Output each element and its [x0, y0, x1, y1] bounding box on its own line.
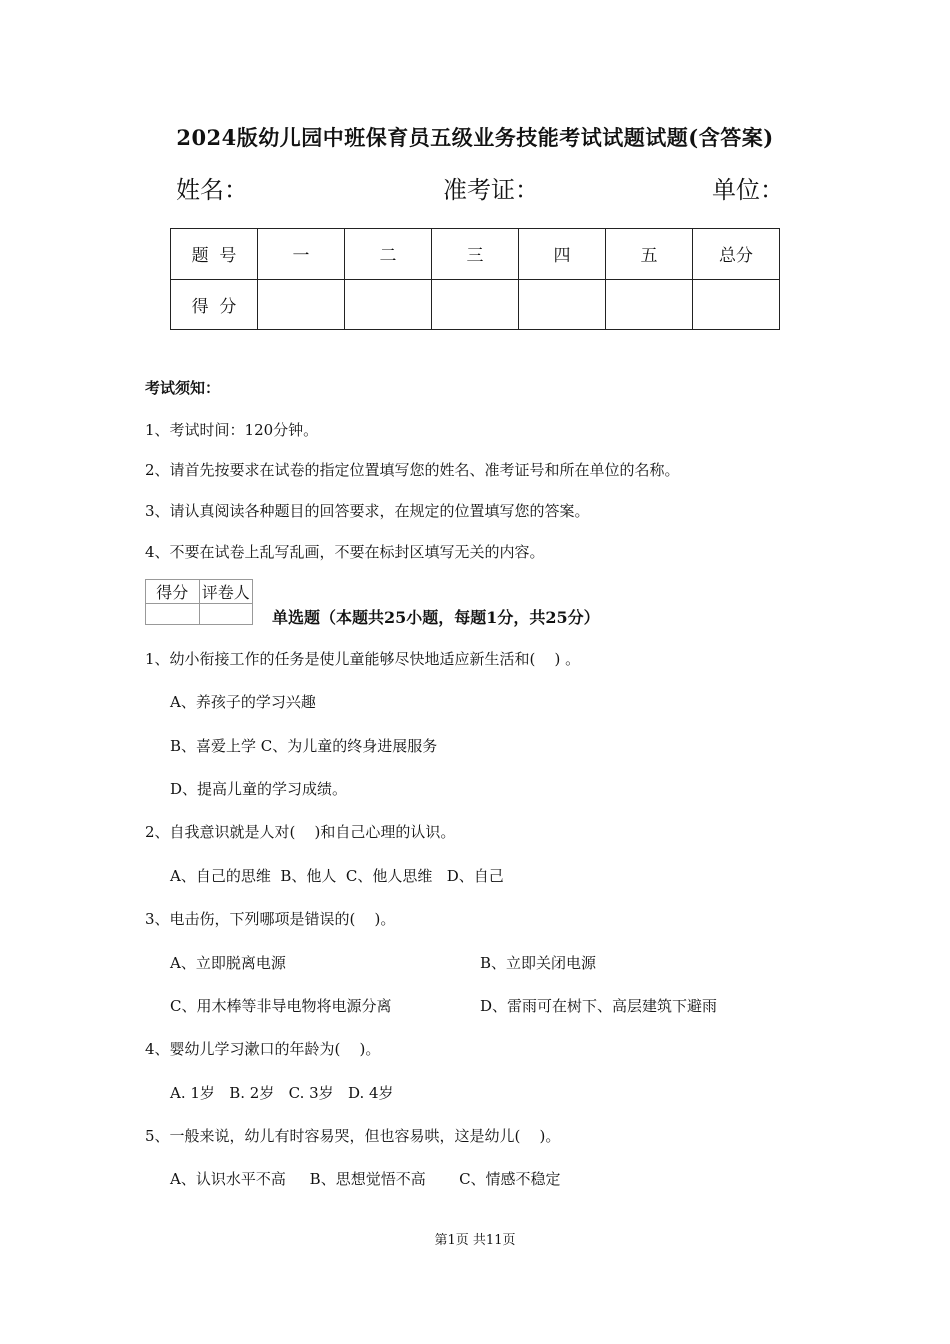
notice-item: 4、不要在试卷上乱写乱画，不要在标封区填写无关的内容。	[145, 543, 545, 561]
score-cell[interactable]	[606, 279, 693, 330]
answer-option: D、提高儿童的学习成绩。	[170, 780, 348, 798]
grader-score-label: 得分	[146, 580, 200, 604]
answer-option: A、认识水平不高 B、思想觉悟不高 C、情感不稳定	[170, 1170, 561, 1188]
question-stem: 1、幼小衔接工作的任务是使儿童能够尽快地适应新生活和( ) 。	[145, 650, 581, 668]
answer-option: C、用木棒等非导电物将电源分离	[170, 997, 392, 1015]
score-cell[interactable]	[258, 279, 345, 330]
name-field-label: 姓名：	[176, 176, 248, 204]
score-row-label: 得 分	[171, 279, 258, 330]
grader-box	[145, 579, 253, 625]
section-2-header: 二	[345, 229, 432, 280]
score-table-header-row	[171, 229, 780, 280]
section-4-header: 四	[519, 229, 606, 280]
page-title: 2024版幼儿园中班保育员五级业务技能考试试题试题(含答案)	[176, 125, 774, 150]
page-footer: 第1页 共11页	[434, 1233, 516, 1248]
score-table	[170, 228, 780, 330]
notice-item: 3、请认真阅读各种题目的回答要求，在规定的位置填写您的答案。	[145, 502, 590, 520]
score-table-score-row	[171, 279, 780, 330]
notice-item: 2、请首先按要求在试卷的指定位置填写您的姓名、准考证号和所在单位的名称。	[145, 461, 680, 479]
unit-field-label: 单位：	[712, 176, 784, 204]
notice-heading: 考试须知：	[145, 379, 221, 397]
section-1-header: 一	[258, 229, 345, 280]
score-cell[interactable]	[693, 279, 780, 330]
notice-item: 1、考试时间：120分钟。	[145, 421, 319, 439]
grader-reviewer-label: 评卷人	[199, 580, 253, 604]
answer-option: A、养孩子的学习兴趣	[170, 693, 316, 711]
section-5-header: 五	[606, 229, 693, 280]
answer-option: A. 1岁 B. 2岁 C. 3岁 D. 4岁	[170, 1084, 394, 1102]
section-3-header: 三	[432, 229, 519, 280]
answer-option: D、雷雨可在树下、高层建筑下避雨	[480, 997, 718, 1015]
question-stem: 2、自我意识就是人对( )和自己心理的认识。	[145, 823, 456, 841]
total-score-header: 总分	[693, 229, 780, 280]
question-stem: 5、一般来说，幼儿有时容易哭，但也容易哄，这是幼儿( )。	[145, 1127, 561, 1145]
exam-number-field-label: 准考证：	[443, 176, 539, 204]
grader-reviewer-cell[interactable]	[199, 604, 253, 625]
section-title: 单选题（本题共25小题，每题1分，共25分）	[272, 608, 600, 627]
answer-option: B、立即关闭电源	[480, 954, 597, 972]
answer-option: A、立即脱离电源	[170, 954, 286, 972]
score-cell[interactable]	[519, 279, 606, 330]
grader-score-cell[interactable]	[146, 604, 200, 625]
answer-option: A、自己的思维 B、他人 C、他人思维 D、自己	[170, 867, 504, 885]
score-cell[interactable]	[345, 279, 432, 330]
answer-option: B、喜爱上学 C、为儿童的终身进展服务	[170, 737, 438, 755]
question-stem: 3、电击伤，下列哪项是错误的( )。	[145, 910, 396, 928]
question-stem: 4、婴幼儿学习漱口的年龄为( )。	[145, 1040, 381, 1058]
question-number-header: 题 号	[171, 229, 258, 280]
score-cell[interactable]	[432, 279, 519, 330]
